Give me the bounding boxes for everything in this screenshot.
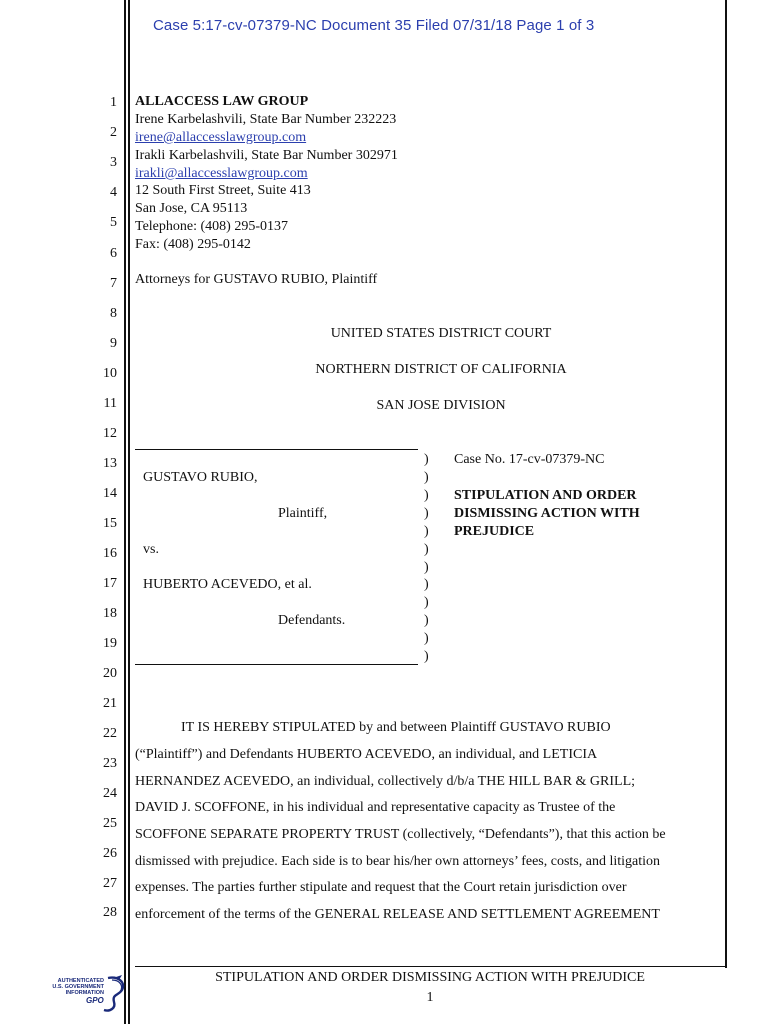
margin-line-left-outer: [124, 0, 126, 1024]
caption-paren: ): [424, 542, 429, 557]
document-title: PREJUDICE: [454, 524, 535, 539]
page-number: 1: [426, 990, 434, 1005]
address-line: San Jose, CA 95113: [135, 201, 248, 216]
body-line: enforcement of the terms of the GENERAL RELEASE AND SETTLEMENT AGREEMENT: [135, 907, 660, 922]
case-number: Case No. 17-cv-07379-NC: [454, 452, 605, 467]
caption-paren: ): [424, 488, 429, 503]
defendant-name: HUBERTO ACEVEDO, et al.: [143, 577, 312, 592]
document-title: DISMISSING ACTION WITH: [454, 506, 640, 521]
caption-paren: ): [424, 452, 429, 467]
caption-paren: ): [424, 506, 429, 521]
telephone-line: Telephone: (408) 295-0137: [135, 219, 288, 234]
line-number: 12: [103, 426, 117, 441]
court-name: UNITED STATES DISTRICT COURT: [330, 326, 552, 341]
line-number: 5: [110, 215, 117, 230]
attorney-line: Irakli Karbelashvili, State Bar Number 302971: [135, 148, 398, 163]
line-number: 22: [103, 726, 117, 741]
attorneys-for-line: Attorneys for GUSTAVO RUBIO, Plaintiff: [135, 272, 378, 287]
body-line: DAVID J. SCOFFONE, in his individual and representative capacity as Trustee of the: [135, 800, 616, 815]
line-number: 18: [103, 606, 117, 621]
line-number: 2: [110, 125, 117, 140]
body-line: (“Plaintiff”) and Defendants HUBERTO ACEVEDO, an individual, and LETICIA: [135, 747, 598, 762]
margin-line-left-inner: [128, 0, 130, 1024]
line-number: 24: [103, 786, 117, 801]
line-number: 17: [103, 576, 117, 591]
line-number: 11: [103, 396, 117, 411]
line-number: 28: [103, 905, 117, 920]
caption-rule-top: [135, 449, 418, 450]
gpo-eagle-icon: [78, 974, 138, 1014]
body-line: IT IS HEREBY STIPULATED by and between Plaintiff GUSTAVO RUBIO: [181, 720, 611, 735]
line-number: 23: [103, 756, 117, 771]
caption-paren: ): [424, 470, 429, 485]
body-line: HERNANDEZ ACEVEDO, an individual, collectively d/b/a THE HILL BAR & GRILL;: [135, 774, 636, 789]
line-number: 20: [103, 666, 117, 681]
line-number: 9: [110, 336, 117, 351]
court-district: NORTHERN DISTRICT OF CALIFORNIA: [315, 362, 567, 377]
line-number: 4: [110, 185, 117, 200]
firm-name: ALLACCESS LAW GROUP: [135, 94, 309, 109]
body-line: expenses. The parties further stipulate and request that the Court retain jurisdiction over: [135, 880, 627, 895]
plaintiff-name: GUSTAVO RUBIO,: [143, 470, 258, 485]
line-number: 6: [110, 246, 117, 261]
gpo-seal-text: AUTHENTICATED U.S. GOVERNMENT INFORMATION: [52, 978, 104, 997]
line-number: 15: [103, 516, 117, 531]
footer-title: STIPULATION AND ORDER DISMISSING ACTION WITH PREJUDICE: [215, 970, 645, 985]
email-link[interactable]: irene@allaccesslawgroup.com: [135, 130, 307, 145]
line-number: 1: [110, 95, 117, 110]
caption-paren: ): [424, 595, 429, 610]
line-number: 27: [103, 876, 117, 891]
margin-line-right: [725, 0, 727, 968]
line-number: 8: [110, 306, 117, 321]
line-number: 10: [103, 366, 117, 381]
document-title: STIPULATION AND ORDER: [454, 488, 637, 503]
line-number: 26: [103, 846, 117, 861]
versus: vs.: [143, 542, 159, 557]
line-number: 3: [110, 155, 117, 170]
caption-paren: ): [424, 560, 429, 575]
body-line: dismissed with prejudice. Each side is to bear his/her own attorneys’ fees, costs, and litigation: [135, 854, 661, 869]
address-line: 12 South First Street, Suite 413: [135, 183, 311, 198]
fax-line: Fax: (408) 295-0142: [135, 237, 251, 252]
body-line: SCOFFONE SEPARATE PROPERTY TRUST (collectively, “Defendants”), that this action be: [135, 827, 666, 842]
caption-paren: ): [424, 524, 429, 539]
footer-rule: [135, 966, 725, 967]
line-number: 13: [103, 456, 117, 471]
caption-paren: ): [424, 631, 429, 646]
caption-paren: ): [424, 649, 429, 664]
attorney-line: Irene Karbelashvili, State Bar Number 232223: [135, 112, 397, 127]
case-header-stamp: Case 5:17-cv-07379-NC Document 35 Filed 07/31/18 Page 1 of 3: [153, 17, 595, 34]
line-number: 21: [103, 696, 117, 711]
line-number: 25: [103, 816, 117, 831]
plaintiff-role: Plaintiff,: [278, 506, 328, 521]
line-number: 16: [103, 546, 117, 561]
defendant-role: Defendants.: [278, 613, 346, 628]
email-link[interactable]: irakli@allaccesslawgroup.com: [135, 166, 308, 181]
caption-paren: ): [424, 613, 429, 628]
line-number: 19: [103, 636, 117, 651]
caption-paren: ): [424, 577, 429, 592]
court-division: SAN JOSE DIVISION: [376, 398, 506, 413]
gpo-authentication-seal: [30, 974, 130, 1014]
line-number: 14: [103, 486, 117, 501]
line-number: 7: [110, 276, 117, 291]
caption-rule-bottom: [135, 664, 418, 665]
gpo-mark: GPO: [86, 996, 104, 1005]
